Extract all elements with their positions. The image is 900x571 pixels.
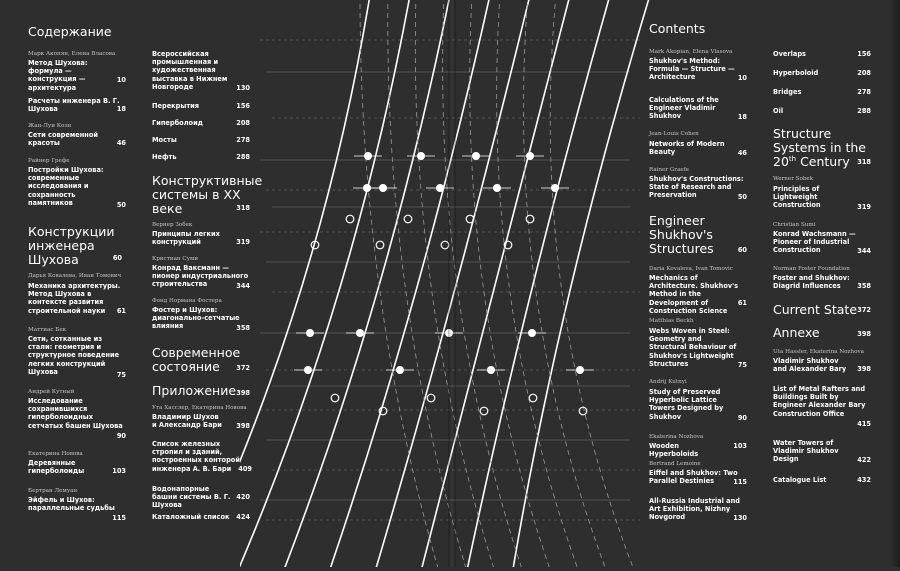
page-gutter xyxy=(448,0,456,567)
toc-title[interactable]: Konrad Wachsmann — Pioneer of Industrial Construction xyxy=(773,230,856,255)
toc-page: 344 xyxy=(236,282,250,290)
toc-author: Екатерина Новова xyxy=(28,451,83,457)
toc-section-page: 60 xyxy=(737,246,747,254)
toc-section-page: 60 xyxy=(112,254,122,262)
toc-title[interactable]: Overlaps xyxy=(773,50,806,58)
toc-section[interactable]: Current State xyxy=(773,302,858,317)
toc-author: Werner Sobek xyxy=(773,176,814,182)
hyperboloid-ruling xyxy=(240,0,370,567)
toc-page: 424 xyxy=(236,513,250,521)
toc-page: 156 xyxy=(857,50,871,58)
toc-author: Norman Foster Foundation xyxy=(773,266,850,272)
toc-page: 18 xyxy=(737,113,747,121)
toc-title[interactable]: Principles of Lightweight Construction xyxy=(773,185,821,210)
toc-title[interactable]: Принципы легких конструкций xyxy=(152,230,220,247)
toc-page: 288 xyxy=(236,153,250,161)
toc-page: 156 xyxy=(236,102,250,110)
toc-title[interactable]: Деревянные гиперболоиды xyxy=(28,459,85,476)
toc-section[interactable]: Structure Systems in the 20th Century xyxy=(773,126,866,169)
toc-title[interactable]: Oil xyxy=(773,107,784,115)
toc-title[interactable]: Сети современной красоты xyxy=(28,131,98,148)
toc-page: 130 xyxy=(236,84,250,92)
toc-title[interactable]: List of Metal Rafters and Buildings Built by Engineer Alexander Bary Construction Office xyxy=(773,385,866,418)
toc-title[interactable]: Фостер и Шухов: диагонально-сетчатые влияния xyxy=(152,306,240,331)
toc-page: 278 xyxy=(857,88,871,96)
toc-title[interactable]: Shukhov's Method: Formula — Structure — Architecture xyxy=(649,57,735,82)
toc-title[interactable]: Сети, сотканные из стали: геометрия и структурное поведение легких конструкций Шухова xyxy=(28,335,120,376)
toc-title[interactable]: Каталожный список xyxy=(152,513,230,521)
hyperboloid-ruling xyxy=(240,0,410,567)
toc-page: 422 xyxy=(857,456,871,464)
hyperboloid-ruling-dashed xyxy=(470,0,552,567)
toc-author: Дарья Ковалева, Иван Томович xyxy=(28,273,122,279)
hyperboloid-ruling xyxy=(420,0,570,567)
toc-author: Андрей Кутный xyxy=(28,389,75,395)
grid-node-hollow xyxy=(376,241,384,249)
toc-author: Matthias Beckh xyxy=(649,318,694,324)
toc-title[interactable]: Shukhov's Constructions: State of Research and Preservation xyxy=(649,175,744,200)
toc-title[interactable]: Нефть xyxy=(152,153,177,161)
grid-node-hollow xyxy=(526,215,534,223)
toc-page: 50 xyxy=(116,201,126,209)
toc-author: Mark Akopian, Elena Vlasova xyxy=(649,49,733,55)
toc-title[interactable]: Постройки Шухова: современные исследования и сохранность памятников xyxy=(28,166,104,207)
toc-title[interactable]: Расчеты инженера В. Г. Шухова xyxy=(28,97,120,114)
hyperboloid-ruling xyxy=(328,0,490,567)
toc-title[interactable]: Водонапорные башни системы В. Г. Шухова xyxy=(152,485,231,510)
toc-title[interactable]: Конрад Ваксманн — пионер индустриального строительства xyxy=(152,264,249,289)
toc-title[interactable]: Эйфель и Шухов: параллельные судьбы xyxy=(28,496,115,513)
toc-section-page: 318 xyxy=(857,158,871,166)
toc-page: 18 xyxy=(116,105,126,113)
grid-node-hollow xyxy=(466,215,474,223)
toc-page: 115 xyxy=(733,478,747,486)
grid-node-hollow xyxy=(346,215,354,223)
toc-page: 46 xyxy=(737,149,747,157)
toc-title[interactable]: Перекрытия xyxy=(152,102,200,110)
toc-title[interactable]: All-Russia Industrial and Art Exhibition, Nizhny Novgorod xyxy=(649,497,741,522)
toc-author: Andrij Kutnyi xyxy=(649,379,687,385)
toc-page: 75 xyxy=(737,361,747,369)
hyperboloid-ruling-dashed xyxy=(497,0,580,567)
toc-page: 115 xyxy=(112,514,126,522)
grid-node-hollow xyxy=(480,407,488,415)
toc-page: 398 xyxy=(857,365,871,373)
toc-title[interactable]: Гиперболоид xyxy=(152,119,204,127)
toc-author: Uta Hassler, Ekaterina Nozhova xyxy=(773,349,864,355)
hyperboloid-ruling-dashed xyxy=(524,0,609,567)
toc-author: Jean-Louis Cohen xyxy=(649,131,699,137)
toc-title[interactable]: Wooden Hyperboloids xyxy=(649,442,699,459)
toc-author: Бертран Лемуан xyxy=(28,488,78,494)
toc-page: 208 xyxy=(236,119,250,127)
hyperboloid-ruling xyxy=(282,0,450,567)
toc-section-page: 372 xyxy=(236,364,250,372)
grid-node-hollow xyxy=(579,407,587,415)
toc-section-page: 372 xyxy=(857,306,871,314)
toc-section-page: 398 xyxy=(236,389,250,397)
toc-page: 319 xyxy=(857,203,871,211)
toc-page: 75 xyxy=(116,371,126,379)
grid-node-hollow xyxy=(427,394,435,402)
toc-author: Фонд Нормана Фостера xyxy=(152,298,222,304)
left-page-heading: Содержание xyxy=(28,24,112,39)
toc-section-page: 398 xyxy=(857,330,871,338)
toc-title[interactable]: Networks of Modern Beauty xyxy=(649,140,725,157)
toc-page: 415 xyxy=(857,420,871,428)
toc-author: Вернер Зобек xyxy=(152,222,193,228)
toc-page: 398 xyxy=(236,422,250,430)
toc-section[interactable]: Современное состояние xyxy=(152,345,241,374)
toc-title[interactable]: Study of Preserved Hyperbolic Lattice Towers Designed by Shukhov xyxy=(649,388,724,421)
toc-title[interactable]: Исследование сохранившихся гиперболоидных сетчатых башен Шухова xyxy=(28,397,123,430)
toc-title[interactable]: Webs Woven in Steel: Geometry and Structural Behaviour of Shukhov's Lightweight Structures xyxy=(649,327,737,368)
toc-page: 61 xyxy=(737,299,747,307)
toc-author: Ekaterina Nozhova xyxy=(649,434,704,440)
toc-page: 103 xyxy=(733,442,747,450)
toc-page: 358 xyxy=(236,324,250,332)
grid-node-hollow xyxy=(529,394,537,402)
toc-page: 288 xyxy=(857,107,871,115)
toc-page: 10 xyxy=(116,76,126,84)
toc-section[interactable]: Конструктивные системы в XX веке xyxy=(152,173,263,216)
toc-title[interactable]: Владимир Шухов и Александр Бари xyxy=(152,413,222,430)
toc-title[interactable]: Hyperboloid xyxy=(773,69,819,77)
toc-page: 409 xyxy=(238,465,252,473)
toc-section[interactable]: Приложение xyxy=(152,383,237,398)
toc-section-page: 318 xyxy=(236,204,250,212)
toc-page: 50 xyxy=(737,193,747,201)
grid-node-hollow xyxy=(404,215,412,223)
toc-page: 208 xyxy=(857,69,871,77)
toc-author: Райнер Грефе xyxy=(28,158,70,164)
toc-section[interactable]: Annexe xyxy=(773,325,820,340)
toc-title[interactable]: Мосты xyxy=(152,136,177,144)
toc-title[interactable]: Метод Шухова: формула — конструкция — архитектура xyxy=(28,59,88,92)
page-edge-shadow xyxy=(890,0,900,567)
right-page-heading: Contents xyxy=(649,21,706,36)
hyperboloid-ruling-dashed xyxy=(360,0,440,567)
toc-page: 90 xyxy=(737,414,747,422)
toc-page: 46 xyxy=(116,139,126,147)
toc-title[interactable]: Water Towers of Vladimir Shukhov Design xyxy=(773,439,839,464)
toc-author: Bertrand Lemoine xyxy=(649,461,701,467)
hyperboloid-ruling xyxy=(466,0,610,567)
toc-page: 103 xyxy=(112,467,126,475)
toc-title[interactable]: Eiffel and Shukhov: Two Parallel Destinies xyxy=(649,469,738,486)
grid-node-hollow xyxy=(331,394,339,402)
toc-title[interactable]: Bridges xyxy=(773,88,802,96)
toc-page: 344 xyxy=(857,247,871,255)
toc-page: 420 xyxy=(236,493,250,501)
toc-title[interactable]: Calculations of the Engineer Vladimir Shukhov xyxy=(649,96,719,121)
toc-page: 432 xyxy=(857,476,871,484)
toc-page: 358 xyxy=(857,282,871,290)
toc-author: Жан-Луи Коэн xyxy=(28,123,72,129)
toc-author: Ута Хасслер, Екатерина Новова xyxy=(152,405,247,411)
toc-author: Daria Kovaleva, Ivan Tomovic xyxy=(649,266,733,272)
toc-page: 90 xyxy=(116,432,126,440)
toc-author: Марк Акопян, Елена Власова xyxy=(28,51,116,57)
toc-page: 319 xyxy=(236,238,250,246)
toc-page: 278 xyxy=(236,136,250,144)
toc-author: Christian Sumi xyxy=(773,222,816,228)
toc-author: Маттиас Бек xyxy=(28,327,67,333)
toc-page: 10 xyxy=(737,74,747,82)
toc-title[interactable]: Всероссийская промышленная и художественная выставка в Нижнем Новгороде xyxy=(152,50,228,91)
toc-title[interactable]: Foster and Shukhov: Diagrid Influences xyxy=(773,274,850,291)
toc-title[interactable]: Mechanics of Architecture. Shukhov's Method in the Development of Construction Science xyxy=(649,274,739,315)
toc-title[interactable]: Список железных стропил и зданий, построенных конторой инженера А. В. Бари xyxy=(152,440,240,473)
toc-section[interactable]: Конструкции инженера Шухова xyxy=(28,224,115,267)
toc-author: Кристиан Суми xyxy=(152,256,199,262)
toc-section[interactable]: Engineer Shukhov's Structures xyxy=(649,213,714,256)
toc-page: 130 xyxy=(733,514,747,522)
toc-title[interactable]: Vladimir Shukhov and Alexander Bary xyxy=(773,357,847,374)
toc-author: Rainer Graefe xyxy=(649,167,689,173)
toc-page: 61 xyxy=(116,307,126,315)
toc-title[interactable]: Механика архитектуры. Метод Шухова в контексте развития строительной науки xyxy=(28,282,121,315)
toc-title[interactable]: Catalogue List xyxy=(773,476,827,484)
